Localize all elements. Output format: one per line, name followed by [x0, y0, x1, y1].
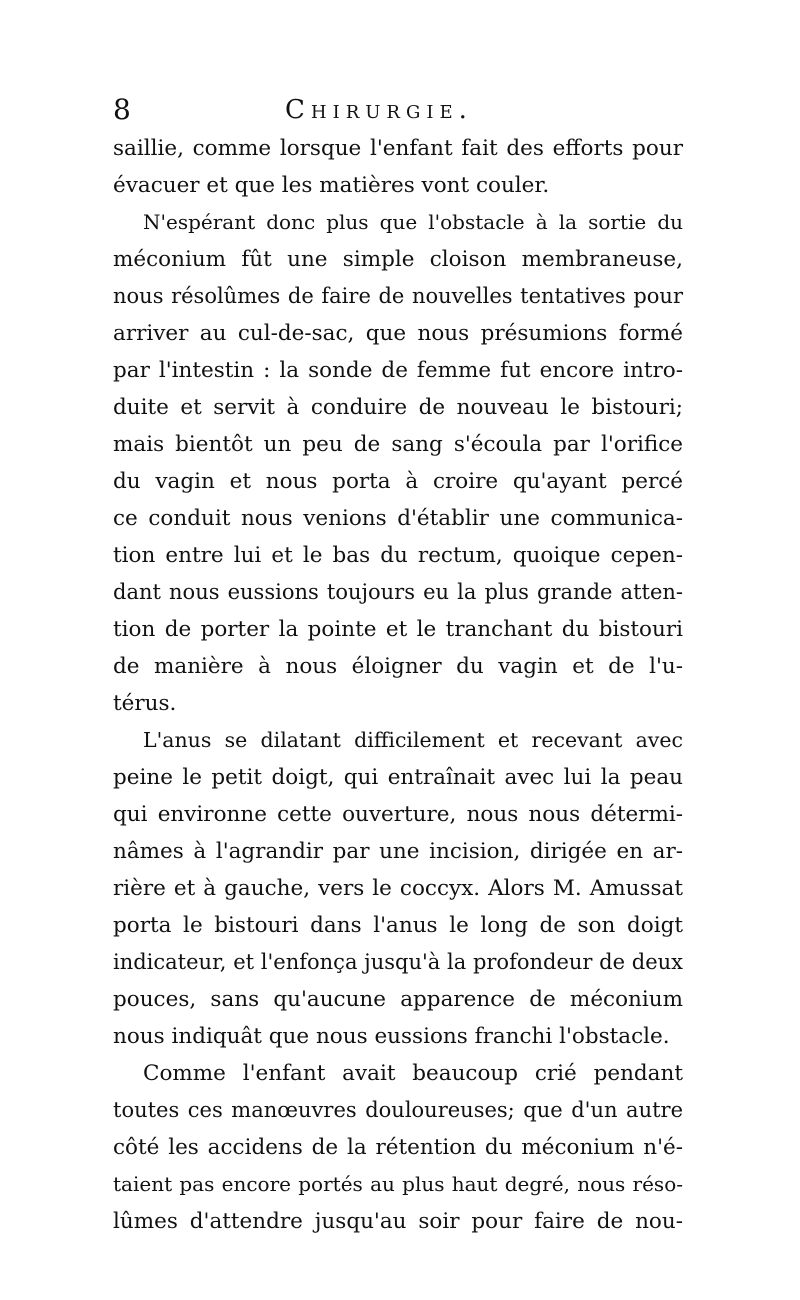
- text-line: duite et servit à conduire de nouveau le bistouri;: [113, 395, 683, 420]
- text-line: nâmes à l'agrandir par une incision, dirigée en ar-: [113, 839, 683, 864]
- text-line: ce conduit nous venions d'établir une communica-: [113, 506, 683, 531]
- text-line: pouces, sans qu'aucune apparence de méconium: [113, 987, 683, 1012]
- text-line: nous résolûmes de faire de nouvelles tentatives pour: [113, 284, 683, 308]
- text-line: Comme l'enfant avait beaucoup crié pendant: [143, 1061, 683, 1086]
- text-line: côté les accidens de la rétention du méconium n'é-: [113, 1135, 683, 1160]
- text-line: lûmes d'attendre jusqu'au soir pour faire de nou-: [113, 1209, 683, 1234]
- paragraph: [113, 204, 683, 722]
- text-line: térus.: [113, 691, 177, 716]
- text-line: L'anus se dilatant difficilement et recevant avec: [143, 728, 683, 752]
- text-line: arriver au cul-de-sac, que nous présumions formé: [113, 321, 683, 346]
- text-line: de manière à nous éloigner du vagin et de l'u-: [113, 654, 683, 679]
- page-number: 8: [113, 93, 131, 126]
- text-line: évacuer et que les matières vont couler.: [113, 173, 550, 198]
- text-line: par l'intestin : la sonde de femme fut encore intro-: [113, 358, 683, 383]
- page-header: [113, 92, 683, 128]
- text-line: qui environne cette ouverture, nous nous détermi-: [113, 802, 683, 827]
- text-line: du vagin et nous porta à croire qu'ayant percé: [113, 469, 683, 494]
- text-line: N'espérant donc plus que l'obstacle à la sortie du: [143, 210, 683, 234]
- paragraph: [113, 1055, 683, 1240]
- paragraph: [113, 130, 683, 204]
- text-line: rière et à gauche, vers le coccyx. Alors M. Amussat: [113, 876, 683, 901]
- text-line: porta le bistouri dans l'anus le long de son doigt: [113, 913, 683, 938]
- text-line: nous indiquât que nous eussions franchi l'obstacle.: [113, 1024, 670, 1049]
- running-title: Chirurgie.: [285, 95, 473, 125]
- text-line: tion de porter la pointe et le tranchant du bistouri: [113, 617, 683, 642]
- body-text: [113, 130, 683, 1240]
- text-line: tion entre lui et le bas du rectum, quoique cepen-: [113, 543, 683, 568]
- text-line: méconium fût une simple cloison membraneuse,: [113, 247, 683, 272]
- text-line: indicateur, et l'enfonça jusqu'à la profondeur de deux: [113, 950, 683, 974]
- text-line: toutes ces manœuvres douloureuses; que d'un autre: [113, 1098, 683, 1122]
- paragraph: [113, 722, 683, 1055]
- text-line: taient pas encore portés au plus haut degré, nous réso-: [113, 1172, 683, 1196]
- text-line: saillie, comme lorsque l'enfant fait des efforts pour: [113, 136, 683, 161]
- text-line: dant nous eussions toujours eu la plus grande atten-: [113, 580, 683, 604]
- text-line: mais bientôt un peu de sang s'écoula par l'orifice: [113, 432, 683, 457]
- text-line: peine le petit doigt, qui entraînait avec lui la peau: [113, 765, 683, 790]
